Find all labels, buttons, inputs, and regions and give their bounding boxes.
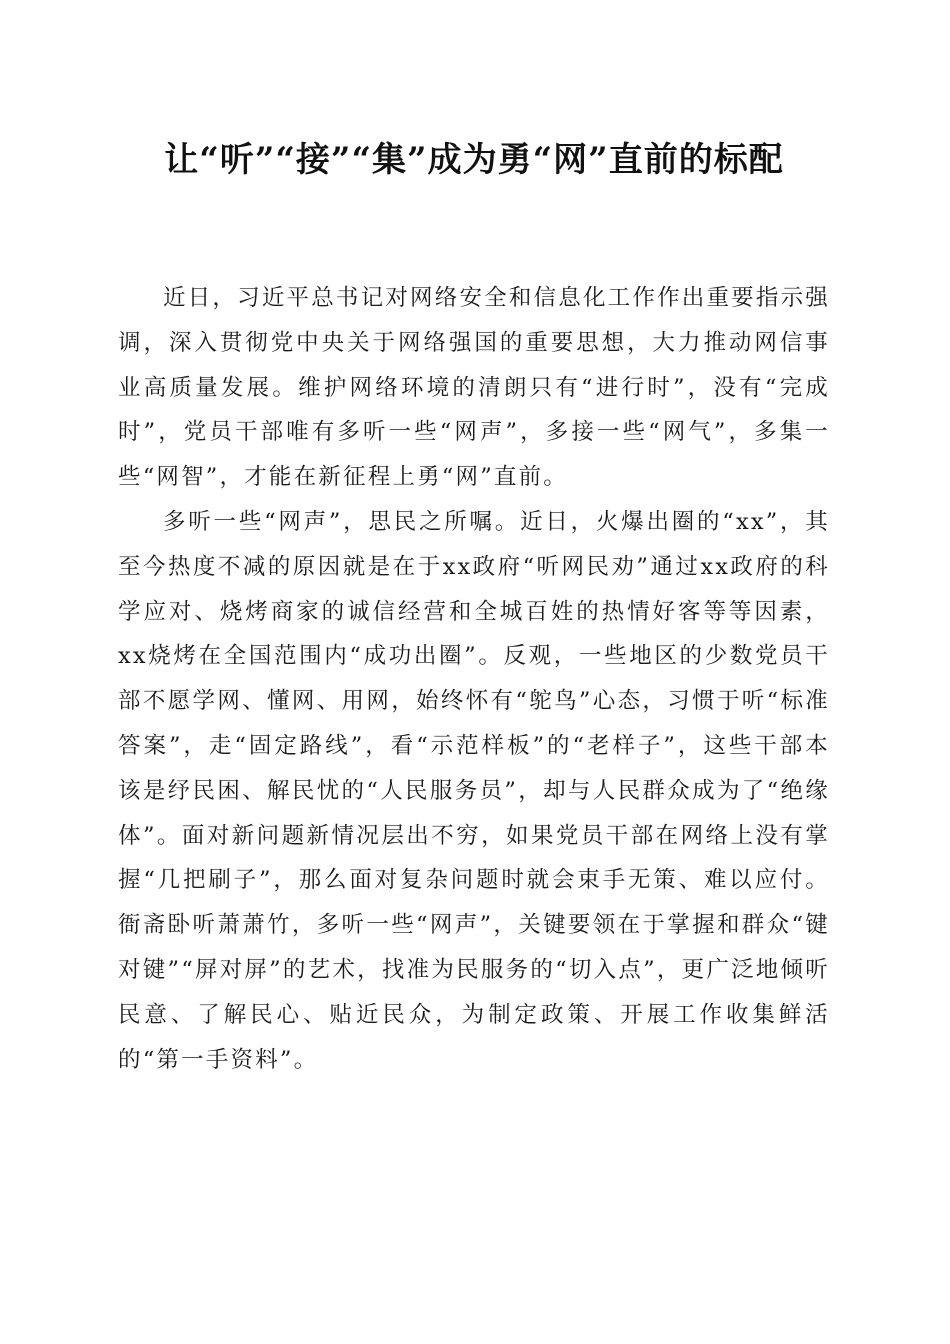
- paragraph-listen: 多听一些“网声”，思民之所嘱。近日，火爆出圈的“xx”，其至今热度不减的原因就是在于xx政府“听网民劝”通过xx政府的科学应对、烧烤商家的诚信经营和全城百姓的热情好客等等因素，xx烧烤在全国范围内“成功出圈”。反观，一些地区的少数党员干部不愿学网、懂网、用网，始终怀有“鸵鸟”心态，习惯于听“标准答案”，走“固定路线”，看“示范样板”的“老样子”，这些干部本该是纾民困、解民忧的“人民服务员”，却与人民群众成为了“绝缘体”。面对新问题新情况层出不穷，如果党员干部在网络上没有掌握“几把刷子”，那么面对复杂问题时就会束手无策、难以应付。衙斋卧听萧萧竹，多听一些“网声”，关键要领在于掌握和群众“键对键”“屏对屏”的艺术，找准为民服务的“切入点”，更广泛地倾听民意、了解民心、贴近民众，为制定政策、开展工作收集鲜活的“第一手资料”。: [118, 508, 830, 1073]
- paragraph-intro: 近日，习近平总书记对网络安全和信息化工作作出重要指示强调，深入贯彻党中央关于网络强国的重要思想，大力推动网信事业高质量发展。维护网络环境的清朗只有“进行时”，没有“完成时”，党员干部唯有多听一些“网声”，多接一些“网气”，多集一些“网智”，才能在新征程上勇“网”直前。: [118, 285, 830, 491]
- document-title: 让“听”“接”“集”成为勇“网”直前的标配: [164, 140, 784, 180]
- document-body: [118, 276, 830, 1082]
